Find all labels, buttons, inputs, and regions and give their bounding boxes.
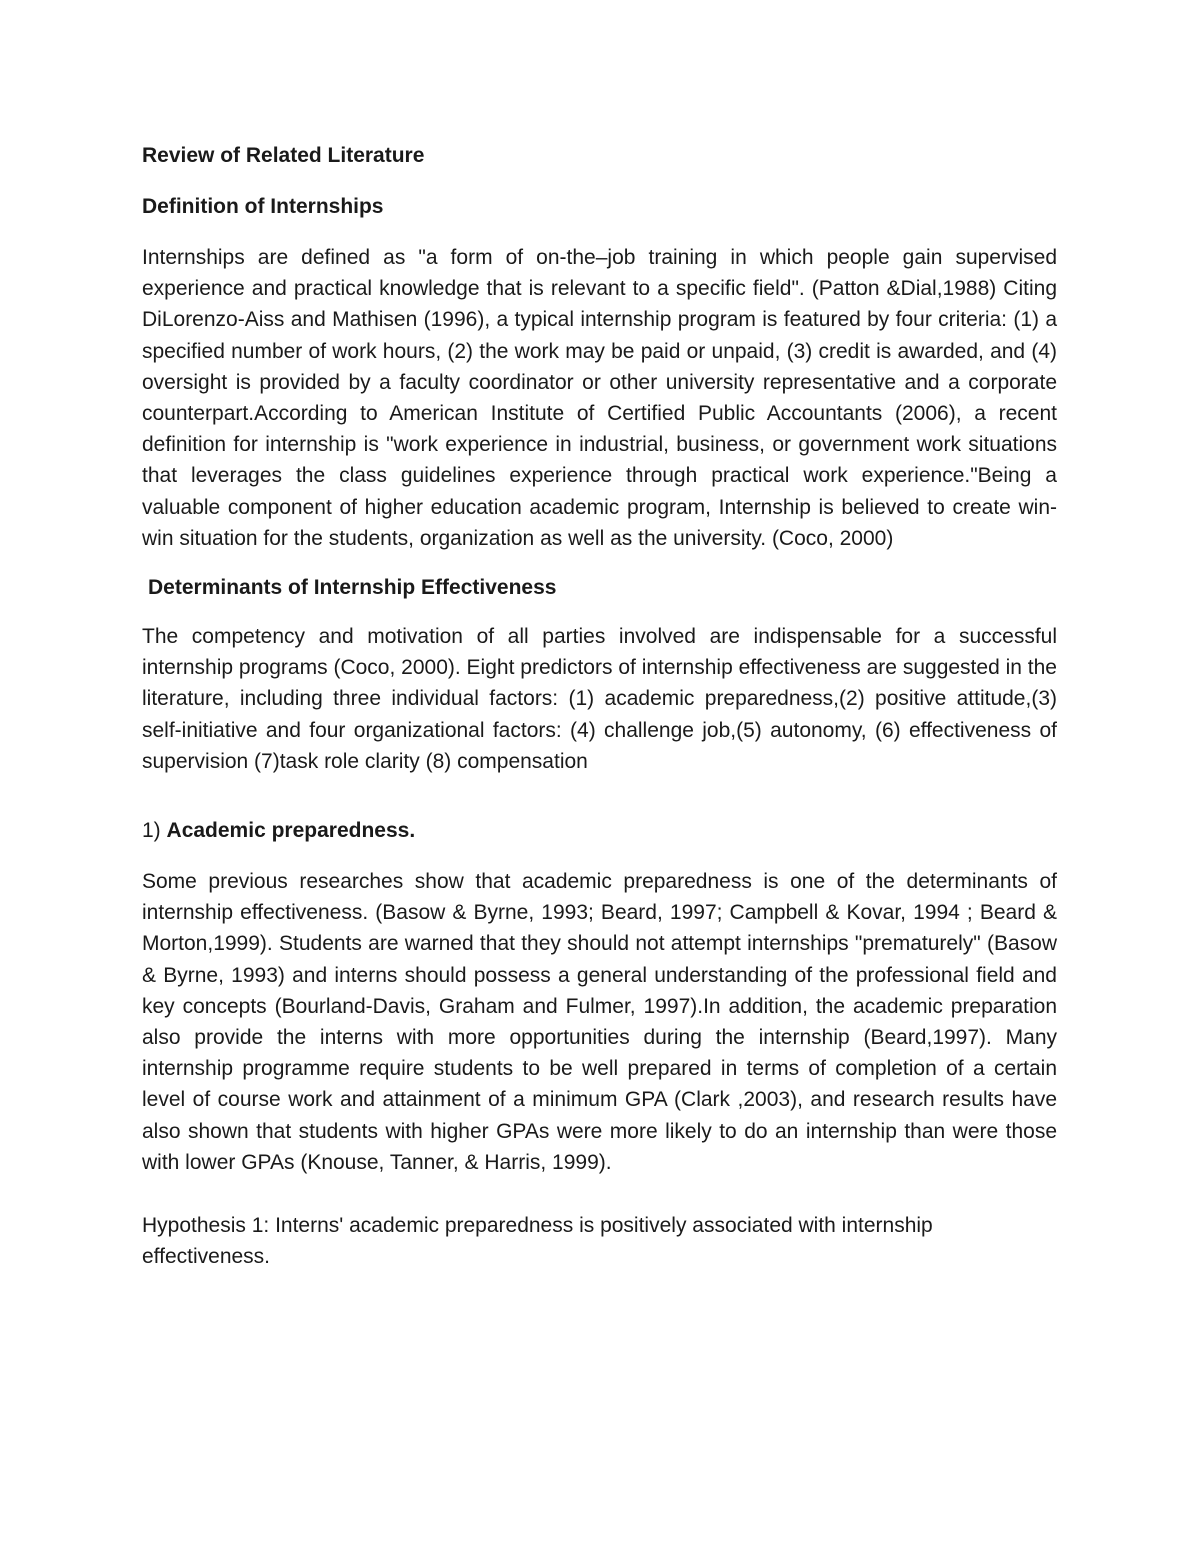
paragraph-academic: Some previous researches show that academic preparedness is one of the determinants of internship effectiveness. (Basow & Byrne, 1993; Beard, 1997; Campbell & Kovar, 1994 ; Beard & Morton,1999). Students are warned that they should not attempt internships "prematurely" (Basow & Byrne, 1993) and interns should possess a general understanding of the professional field and key concepts (Bourland-Davis, Graham and Fulmer, 1997).In addition, the academic preparation also provide the interns with more opportunities during the internship (Beard,1997). Many internship programme require students to be well prepared in terms of completion of a certain level of course work and attainment of a minimum GPA (Clark ,2003), and research results have also shown that students with higher GPAs were more likely to do an internship than were those with lower GPAs (Knouse, Tanner, & Harris, 1999). [142,870,1057,1174]
section-heading-definition: Definition of Internships [142,195,384,218]
subsection-heading-academic [142,815,1057,846]
document-title: Review of Related Literature [142,144,425,167]
paragraph-definition: Internships are defined as "a form of on-the–job training in which people gain supervised experience and practical knowledge that is relevant to a specific field". (Patton &Dial,1988) Citing DiLorenzo-Aiss and Mathisen (1996), a typical internship program is featured by four criteria: (1) a specified number of work hours, (2) the work may be paid or unpaid, (3) credit is awarded, and (4) oversight is provided by a faculty coordinator or other university representative and a corporate counterpart.According to American Institute of Certified Public Accountants (2006), a recent definition for internship is "work experience in industrial, business, or government work situations that leverages the class guidelines experience through practical work experience."Being a valuable component of higher education academic program, Internship is believed to create win-win situation for the students, organization as well as the university. (Coco, 2000) [142,246,1057,550]
subsection-number: 1) [142,819,161,843]
document-page [142,140,1057,1272]
hypothesis-1: Hypothesis 1: Interns' academic preparedness is positively associated with internship effectiveness. [142,1214,933,1269]
section-heading-determinants: Determinants of Internship Effectiveness [148,576,557,600]
subsection-title: Academic preparedness. [166,819,416,843]
paragraph-determinants: The competency and motivation of all parties involved are indispensable for a successful internship programs (Coco, 2000). Eight predictors of internship effectiveness are suggested in the literature, including three individual factors: (1) academic preparedness,(2) positive attitude,(3) self-initiative and four organizational factors: (4) challenge job,(5) autonomy, (6) effectiveness of supervision (7)task role clarity (8) compensation [142,625,1057,773]
